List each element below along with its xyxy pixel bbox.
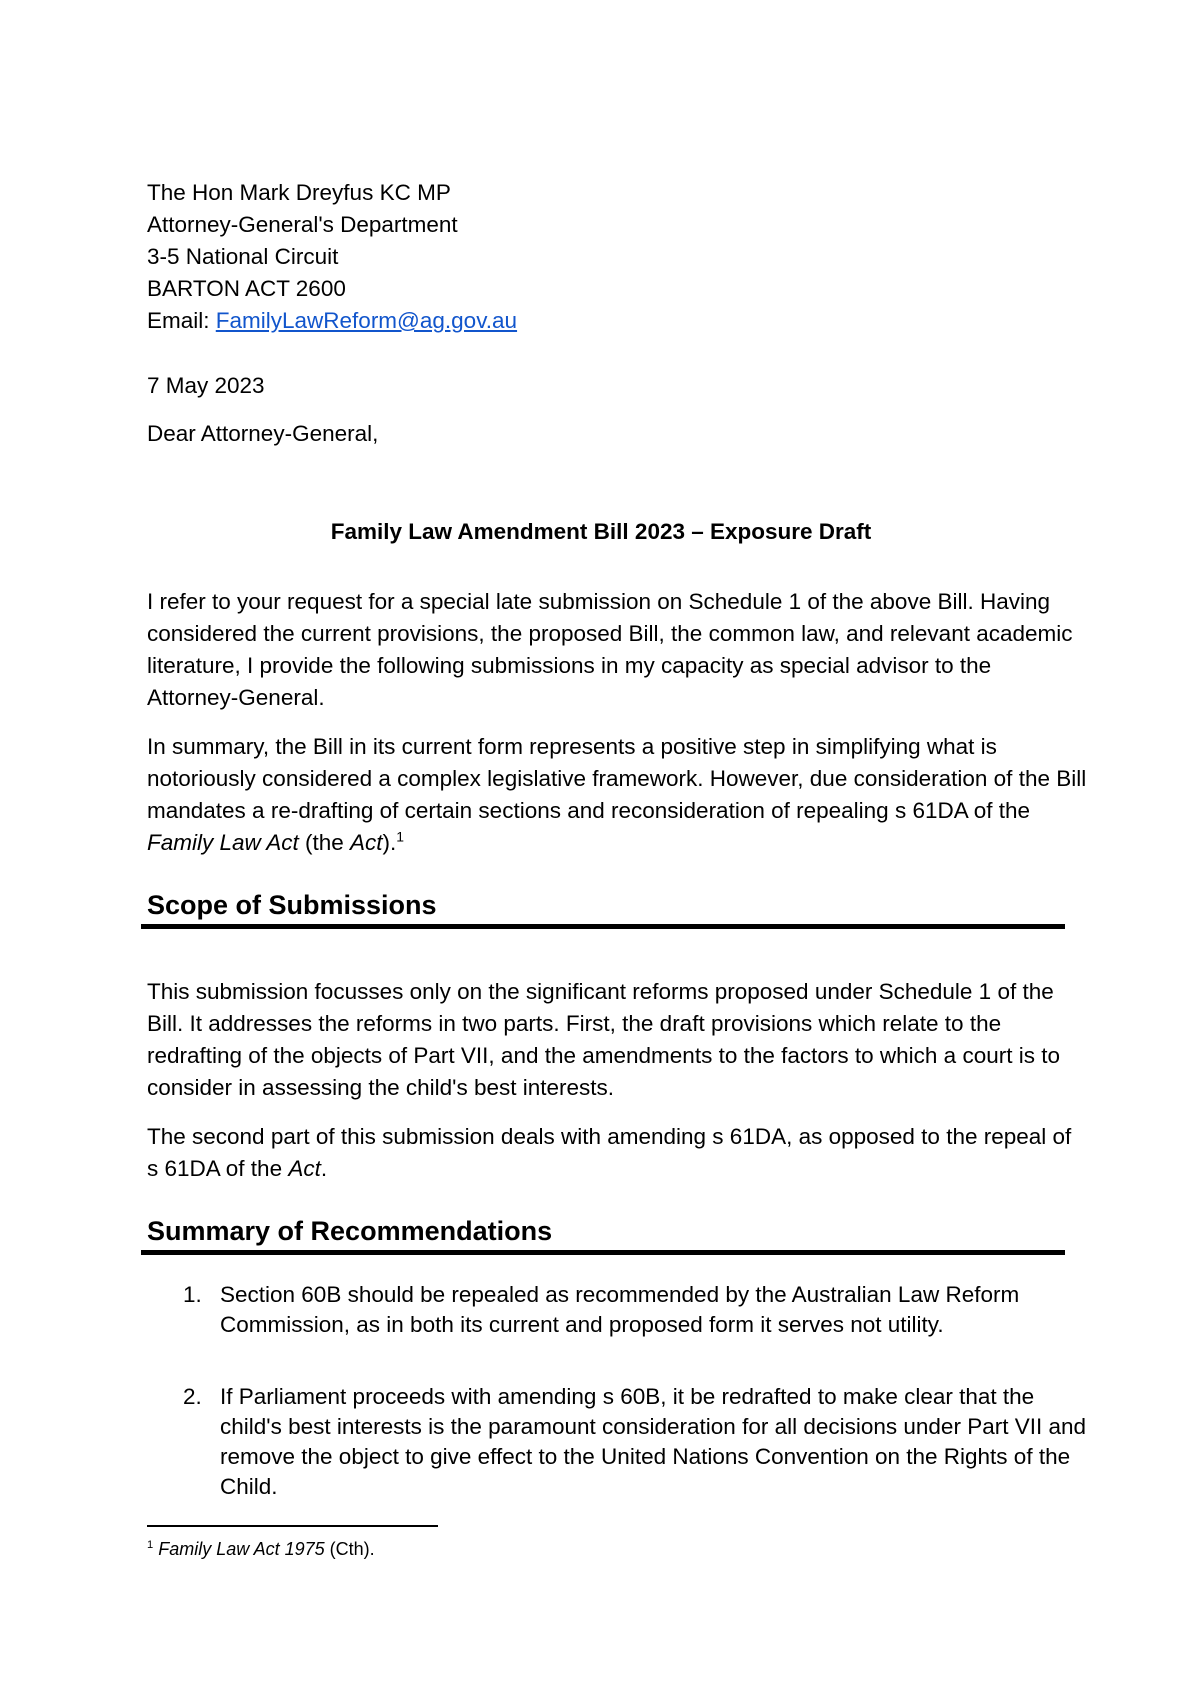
recipient-name: The Hon Mark Dreyfus KC MP xyxy=(147,180,451,205)
scope-p2-end: . xyxy=(320,1155,328,1181)
recipient-department: Attorney-General's Department xyxy=(147,212,458,237)
salutation: Dear Attorney-General, xyxy=(147,421,379,446)
recommendations-heading-rule xyxy=(141,1250,1065,1255)
recipient-city: BARTON ACT 2600 xyxy=(147,276,346,301)
footnote-ref[interactable]: 1 xyxy=(396,828,405,844)
letter-date: 7 May 2023 xyxy=(147,373,265,398)
scope-paragraph-2 xyxy=(147,1121,1087,1185)
scope-paragraph-1: This submission focusses only on the significant reforms proposed under Schedule 1 of the Bill. It addresses the reforms in two parts. First, the draft provisions which relate to the redrafting of the objects of Part VII, and the amendments to the factors to which a court is to consider in assessing the child's best interests. xyxy=(147,978,1060,1100)
intro-p2-act-short: Act xyxy=(349,829,383,855)
footnote-rest: (Cth). xyxy=(324,1539,375,1559)
footnote-number: 1 xyxy=(147,1539,154,1551)
footnote-separator xyxy=(147,1525,438,1527)
intro-p2-act-title: Family Law Act xyxy=(147,829,299,855)
intro-p2-text: In summary, the Bill in its current form represents a positive step in simplifying what is notoriously considered a complex legislative framework. However, due consideration of the Bill mandates a re-drafting of certain sections and reconsideration of repealing s 61DA of the xyxy=(147,733,1087,823)
recommendation-text: Section 60B should be repealed as recommended by the Australian Law Reform Commission, as in both its current and proposed form it serves not utility. xyxy=(220,1282,1020,1337)
email-line xyxy=(147,305,517,337)
scope-heading-rule xyxy=(141,924,1065,929)
footnote xyxy=(147,1537,375,1561)
scope-heading: Scope of Submissions xyxy=(147,890,437,920)
email-label: Email: xyxy=(147,308,216,333)
footnote-act-title: Family Law Act 1975 xyxy=(158,1539,325,1559)
recommendation-number: 2. xyxy=(183,1384,202,1409)
intro-p2-mid: (the xyxy=(298,829,350,855)
intro-paragraph-2 xyxy=(147,731,1087,859)
recommendations-heading: Summary of Recommendations xyxy=(147,1216,553,1246)
recipient-street: 3-5 National Circuit xyxy=(147,244,339,269)
recommendation-text: If Parliament proceeds with amending s 60B, it be redrafted to make clear that the child's best interests is the paramount consideration for all decisions under Part VII and remove the object to give effect to the United Nations Convention on the Rights of the Child. xyxy=(220,1384,1087,1499)
intro-p2-end: ). xyxy=(382,829,397,855)
email-link[interactable]: FamilyLawReform@ag.gov.au xyxy=(215,308,518,333)
scope-p2-text: The second part of this submission deals with amending s 61DA, as opposed to the repeal of s 61DA of the xyxy=(147,1123,1072,1181)
intro-paragraph-1: I refer to your request for a special late submission on Schedule 1 of the above Bill. Having considered the current provisions, the proposed Bill, the common law, and relevant academic literature, I provide the following submissions in my capacity as special advisor to the Attorney-General. xyxy=(147,588,1073,710)
recommendation-number: 1. xyxy=(183,1282,202,1307)
document-title: Family Law Amendment Bill 2023 – Exposure Draft xyxy=(330,519,872,544)
scope-p2-act: Act xyxy=(288,1155,321,1181)
